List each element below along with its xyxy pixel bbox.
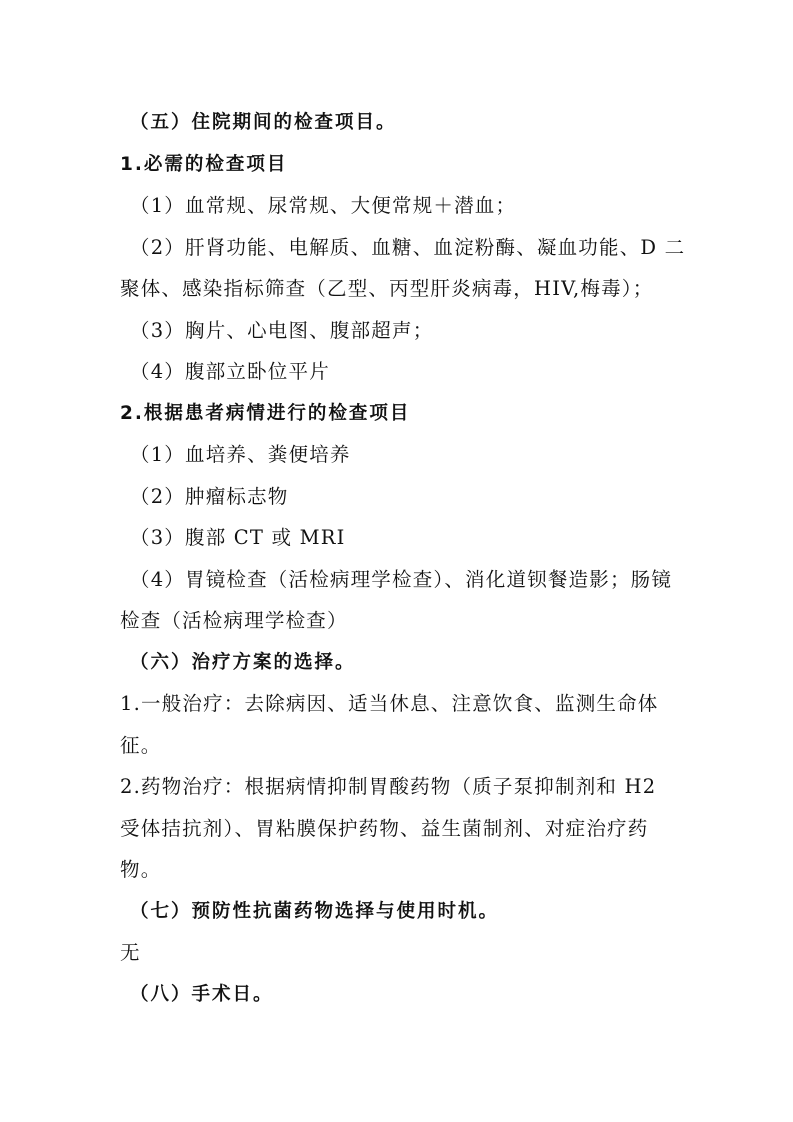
subsection-heading-conditional-tests: 2.根据患者病情进行的检查项目 bbox=[120, 402, 411, 424]
list-item: （3）胸片、心电图、腹部超声； bbox=[130, 318, 434, 342]
list-item: （4）胃镜检查（活检病理学检查）、消化道钡餐造影；肠镜 bbox=[130, 567, 673, 591]
list-item: （1）血培养、粪便培养 bbox=[130, 443, 351, 466]
list-item-continuation: 检查（活检病理学检查） bbox=[120, 609, 348, 632]
list-item: （1）血常规、尿常规、大便常规＋潜血； bbox=[130, 194, 517, 217]
list-item-continuation: 聚体、感染指标筛查（乙型、丙型肝炎病毒，HIV,梅毒）； bbox=[120, 277, 654, 300]
paragraph-line: 无 bbox=[120, 941, 141, 964]
paragraph-line: 受体拮抗剂）、胃粘膜保护药物、益生菌制剂、对症治疗药 bbox=[120, 816, 649, 840]
list-item: （4）腹部立卧位平片 bbox=[130, 360, 330, 383]
section-heading-6: （六）治疗方案的选择。 bbox=[130, 651, 356, 673]
list-item: （2）肝肾功能、电解质、血糖、血淀粉酶、凝血功能、D 二 bbox=[130, 235, 686, 259]
section-heading-8: （八）手术日。 bbox=[130, 983, 274, 1005]
paragraph-line: 物。 bbox=[120, 858, 162, 881]
section-heading-5: （五）住院期间的检查项目。 bbox=[130, 112, 397, 133]
paragraph-line: 征。 bbox=[120, 733, 162, 757]
subsection-heading-required-tests: 1.必需的检查项目 bbox=[120, 153, 288, 175]
paragraph-line: 1.一般治疗：去除病因、适当休息、注意饮食、监测生命体 bbox=[120, 692, 659, 715]
list-item: （2）肿瘤标志物 bbox=[130, 484, 289, 508]
section-heading-7: （七）预防性抗菌药物选择与使用时机。 bbox=[130, 900, 500, 922]
document-body bbox=[120, 102, 686, 1015]
list-item: （3）腹部 CT 或 MRI bbox=[130, 526, 346, 549]
paragraph-line: 2.药物治疗：根据病情抑制胃酸药物（质子泵抑制剂和 H2 bbox=[120, 775, 657, 798]
